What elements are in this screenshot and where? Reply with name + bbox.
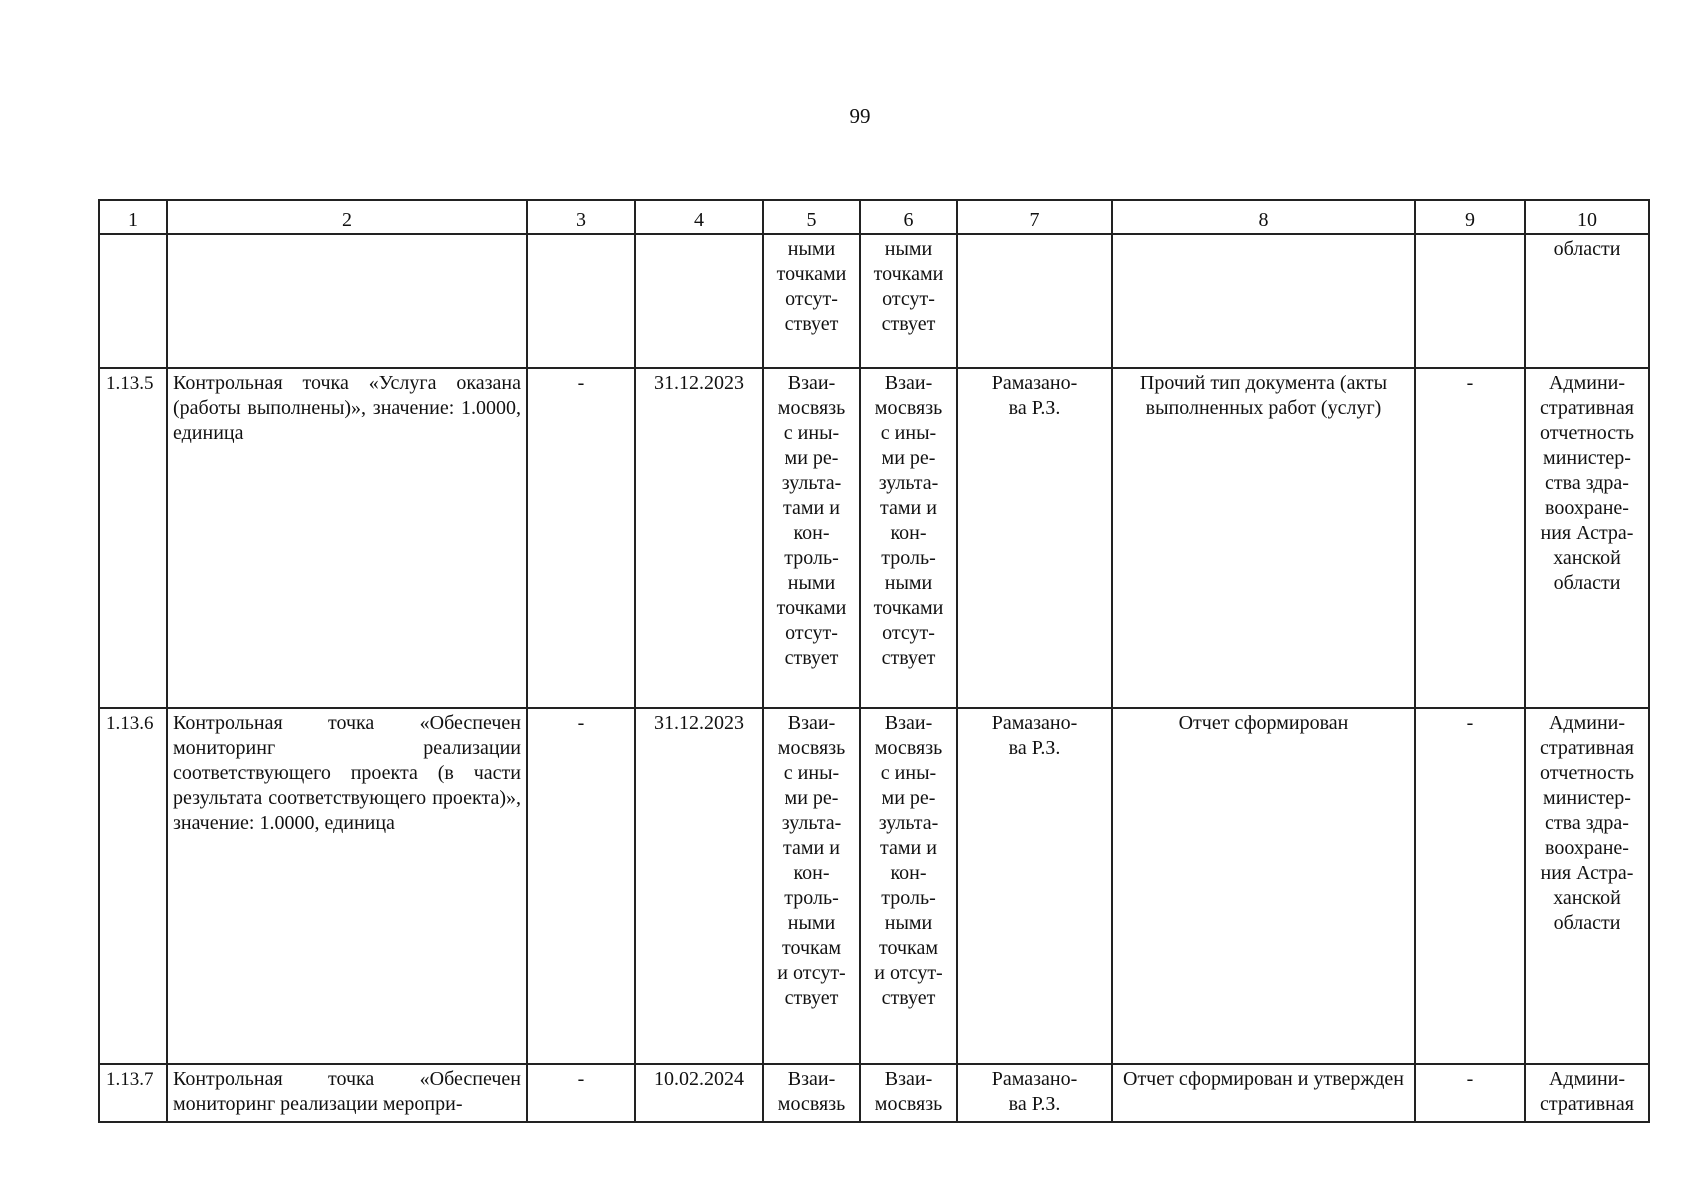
row-col5: Взаи- мосвязь bbox=[763, 1064, 860, 1122]
row-col9 bbox=[1415, 234, 1525, 368]
row-number: 1.13.6 bbox=[99, 708, 167, 1064]
row-col3: - bbox=[527, 1064, 635, 1122]
column-header: 8 bbox=[1112, 200, 1415, 234]
row-name: Контрольная точка «Обеспечен мониторинг реализации меропри- bbox=[167, 1064, 527, 1122]
row-col9: - bbox=[1415, 1064, 1525, 1122]
row-responsible: Рамазано- ва Р.З. bbox=[957, 1064, 1112, 1122]
row-col10: Админи- стративная bbox=[1525, 1064, 1649, 1122]
row-col5: ными точками отсут- ствует bbox=[763, 234, 860, 368]
column-header: 3 bbox=[527, 200, 635, 234]
table-row bbox=[99, 368, 1649, 708]
row-col9: - bbox=[1415, 368, 1525, 708]
column-header: 4 bbox=[635, 200, 763, 234]
row-col9: - bbox=[1415, 708, 1525, 1064]
row-col5: Взаи- мосвязь с ины- ми ре- зульта- тами и кон- троль- ными точкам и отсут- ствует bbox=[763, 708, 860, 1064]
plan-table bbox=[98, 199, 1650, 1123]
column-header: 9 bbox=[1415, 200, 1525, 234]
row-col3: - bbox=[527, 368, 635, 708]
column-header: 6 bbox=[860, 200, 957, 234]
row-col10: Админи- стративная отчетность министер- ства здра- воохране- ния Астра- ханской области bbox=[1525, 708, 1649, 1064]
row-col3 bbox=[527, 234, 635, 368]
row-date: 31.12.2023 bbox=[635, 368, 763, 708]
row-responsible: Рамазано- ва Р.З. bbox=[957, 368, 1112, 708]
page-number: 99 bbox=[849, 104, 871, 128]
row-document: Отчет сформирован и утвержден bbox=[1112, 1064, 1415, 1122]
row-col6: Взаи- мосвязь с ины- ми ре- зульта- тами и кон- троль- ными точкам и отсут- ствует bbox=[860, 708, 957, 1064]
row-responsible bbox=[957, 234, 1112, 368]
row-col6: Взаи- мосвязь с ины- ми ре- зульта- тами и кон- троль- ными точками отсут- ствует bbox=[860, 368, 957, 708]
column-header: 7 bbox=[957, 200, 1112, 234]
table-row bbox=[99, 708, 1649, 1064]
row-col10: Админи- стративная отчетность министер- ства здра- воохране- ния Астра- ханской области bbox=[1525, 368, 1649, 708]
column-header: 10 bbox=[1525, 200, 1649, 234]
row-name: Контрольная точка «Услуга оказана (работы выполнены)», значение: 1.0000, единица bbox=[167, 368, 527, 708]
table-row bbox=[99, 1064, 1649, 1122]
row-name: Контрольная точка «Обеспечен мониторинг реализации соответствующего проекта (в части результата соответствующего проекта)», значение: 1.0000, единица bbox=[167, 708, 527, 1064]
row-document: Отчет сформирован bbox=[1112, 708, 1415, 1064]
column-header: 5 bbox=[763, 200, 860, 234]
row-col10: области bbox=[1525, 234, 1649, 368]
row-responsible: Рамазано- ва Р.З. bbox=[957, 708, 1112, 1064]
row-col5: Взаи- мосвязь с ины- ми ре- зульта- тами и кон- троль- ными точками отсут- ствует bbox=[763, 368, 860, 708]
row-col6: ными точками отсут- ствует bbox=[860, 234, 957, 368]
column-header: 2 bbox=[167, 200, 527, 234]
column-header: 1 bbox=[99, 200, 167, 234]
table-row bbox=[99, 234, 1649, 368]
row-document: Прочий тип документа (акты выполненных работ (услуг) bbox=[1112, 368, 1415, 708]
row-name bbox=[167, 234, 527, 368]
row-number: 1.13.7 bbox=[99, 1064, 167, 1122]
row-date: 31.12.2023 bbox=[635, 708, 763, 1064]
row-date: 10.02.2024 bbox=[635, 1064, 763, 1122]
row-col6: Взаи- мосвязь bbox=[860, 1064, 957, 1122]
column-number-row bbox=[99, 200, 1649, 234]
row-number bbox=[99, 234, 167, 368]
row-document bbox=[1112, 234, 1415, 368]
row-col3: - bbox=[527, 708, 635, 1064]
row-date bbox=[635, 234, 763, 368]
row-number: 1.13.5 bbox=[99, 368, 167, 708]
